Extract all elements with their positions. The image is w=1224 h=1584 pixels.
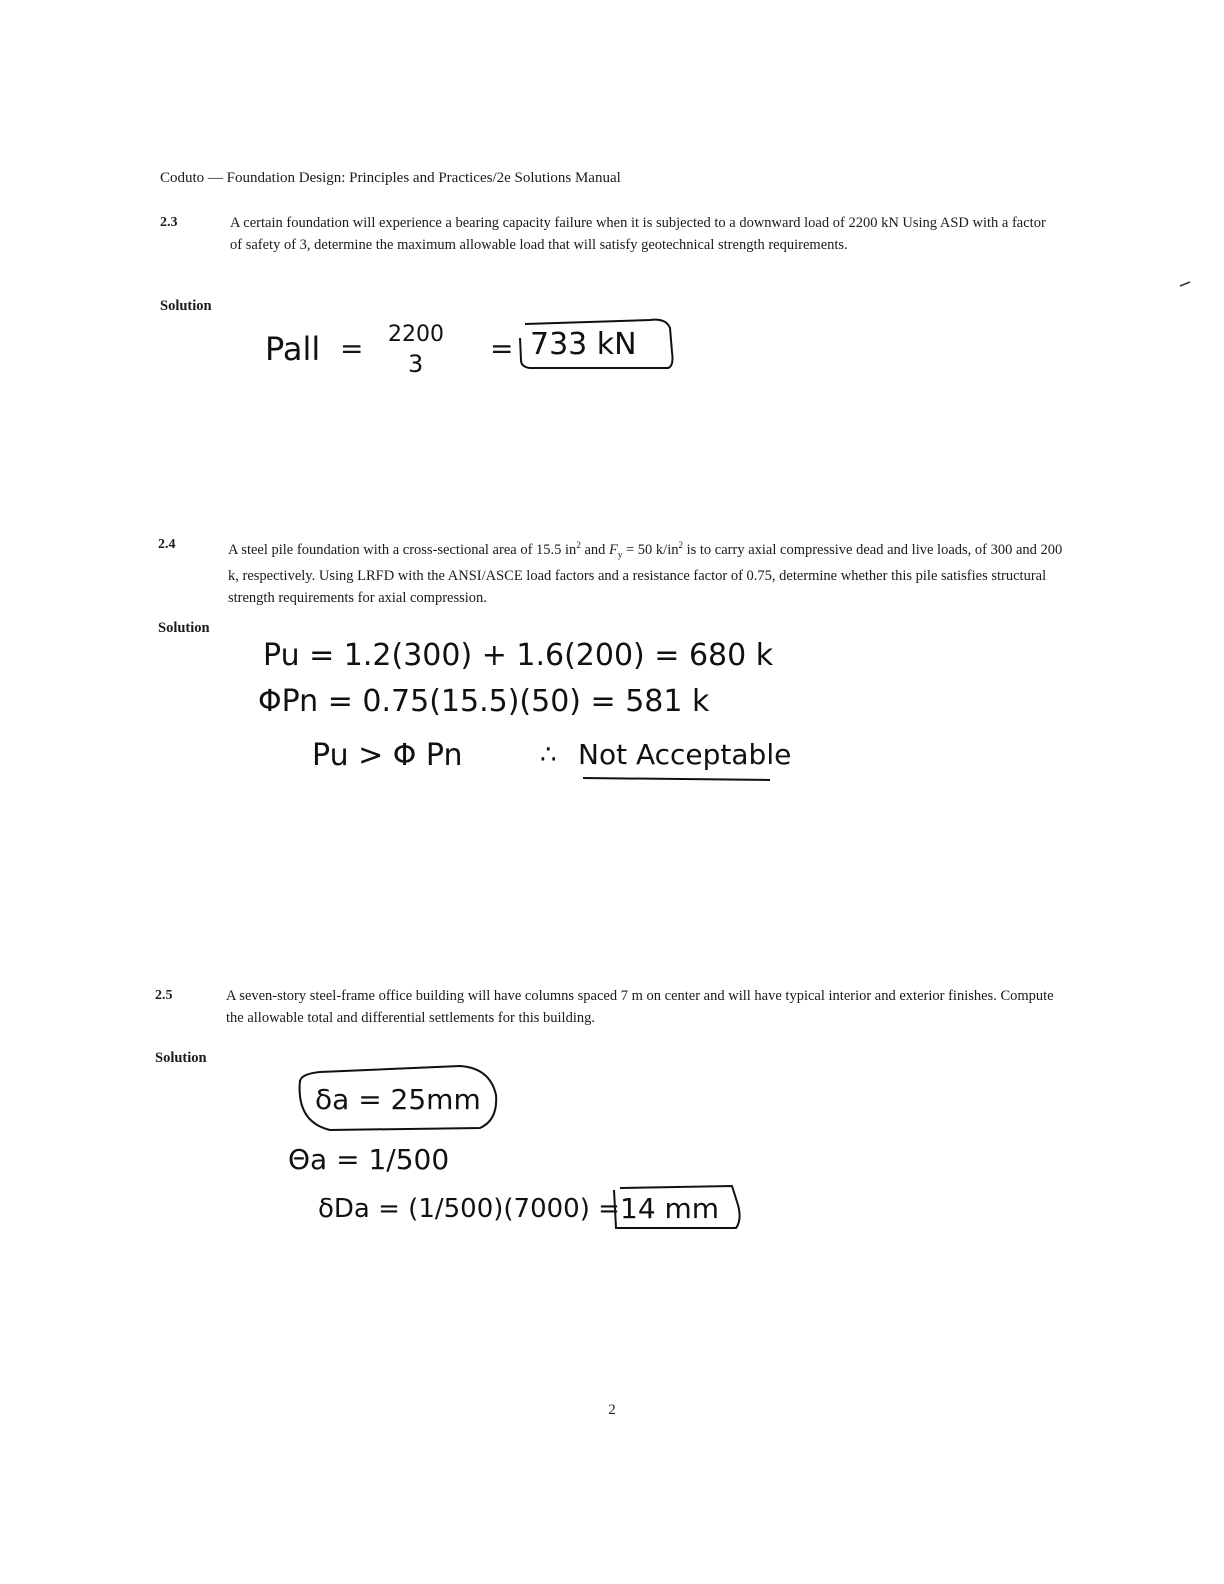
- page-number: 2: [608, 1402, 616, 1418]
- problem-text: A steel pile foundation with a cross-sectional area of 15.5 $in^2$ and $F_y = 50$ $k/in^2$ is to carry axial compressive dead and live loads, of 300 and 200 k, respectively. Using LRFD with the ANSI/ASCE load factors and a resistance factor of 0.75, determine whether this pile satisfies structural strength requirements for axial compression.: [228, 540, 1063, 606]
- handwritten-answer: 14 mm: [620, 1192, 720, 1225]
- handwritten-denominator: 3: [408, 350, 424, 378]
- handwritten-line: Pu = 1.2(300) + 1.6(200) = 680 k: [263, 638, 774, 673]
- problem-number: 2.5: [155, 988, 173, 1003]
- handwritten-line: δa = 25mm: [315, 1083, 481, 1116]
- solution-label: Solution: [155, 1050, 207, 1066]
- handwritten-answer: 733 kN: [530, 327, 637, 362]
- handwritten-line: ΦPn = 0.75(15.5)(50) = 581 k: [258, 684, 710, 719]
- handwritten-equals: =: [490, 332, 514, 365]
- therefore-symbol: ∴: [540, 740, 557, 770]
- answer-box: [300, 1066, 497, 1130]
- problem-text: A seven-story steel-frame office building will have columns spaced 7 m on center and will have typical interior and exterior finishes. Compute the allowable total and differential settlements for this building.: [226, 988, 1054, 1026]
- handwritten-conclusion: Not Acceptable: [578, 738, 792, 771]
- solution-label: Solution: [160, 298, 212, 314]
- handwritten-lhs: Pall: [265, 330, 321, 368]
- solution-label: Solution: [158, 620, 210, 636]
- handwritten-line: Pu > Φ Pn: [312, 738, 463, 773]
- handwritten-equals: =: [340, 332, 364, 365]
- handwritten-line: δDa = (1/500)(7000) =: [318, 1194, 620, 1224]
- problem-number: 2.4: [158, 537, 176, 552]
- handwritten-line: Θa = 1/500: [288, 1143, 450, 1176]
- problem-text: A certain foundation will experience a bearing capacity failure when it is subjected to a downward load of 2200 kN Using ASD with a factor of safety of 3, determine the maximum allowable load that will satisfy geotechnical strength requirements.: [230, 215, 1046, 253]
- conclusion-underline: [583, 778, 770, 780]
- handwritten-numerator: 2200: [388, 322, 444, 347]
- margin-mark: [1180, 282, 1190, 286]
- answer-box: [614, 1186, 740, 1228]
- problem-number: 2.3: [160, 215, 178, 230]
- document-header: Coduto — Foundation Design: Principles and Practices/2e Solutions Manual: [160, 170, 621, 186]
- answer-box: [520, 320, 673, 368]
